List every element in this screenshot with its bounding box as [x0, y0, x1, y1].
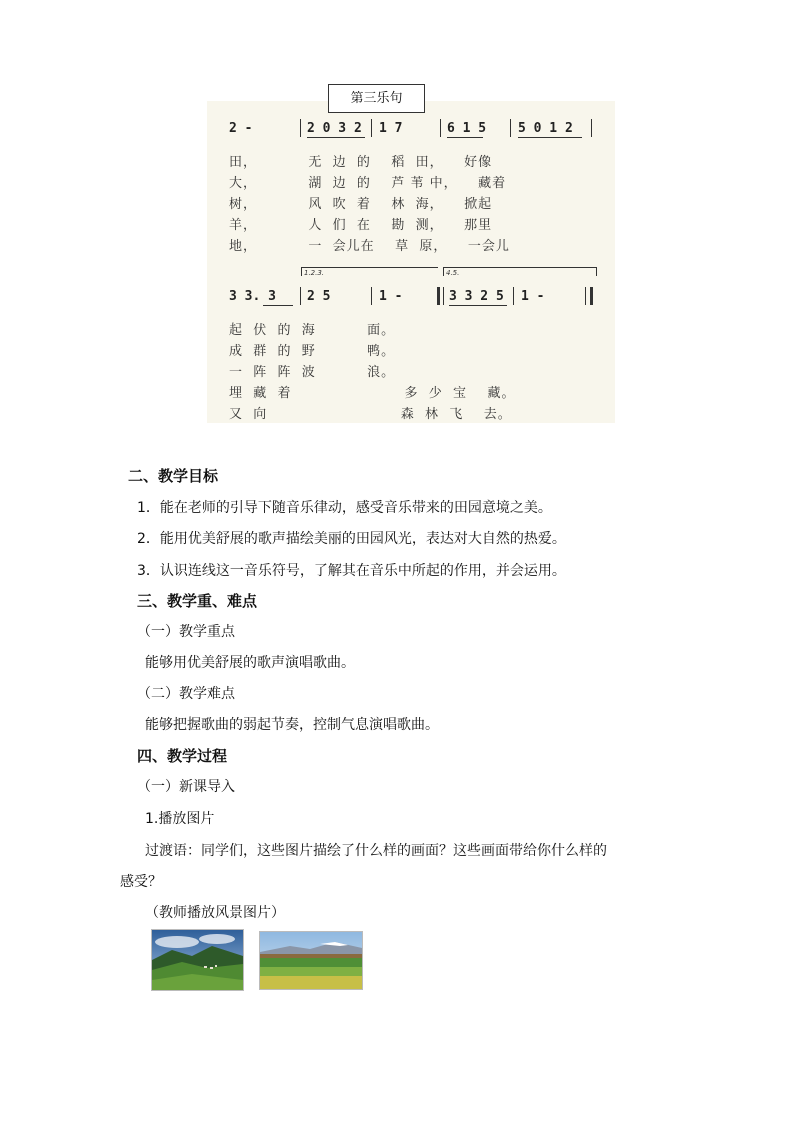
underline-beat: [307, 137, 365, 138]
lyric-line: 大， 湖 边 的 芦 苇 中， 藏着: [229, 176, 507, 191]
green-field-photo: [259, 931, 363, 990]
score-measure: 6 1 5: [447, 121, 487, 136]
barline: [300, 119, 301, 137]
phrase-label-box: 第三乐句: [328, 84, 425, 113]
section-title: 三、教学重、难点: [137, 592, 258, 610]
underline-beat: [449, 305, 507, 306]
score-measure: 2 0 3 2: [307, 121, 362, 136]
score-measure: 2 -: [229, 121, 253, 136]
lyric-line: 起 伏 的 海 面。: [229, 323, 396, 338]
barline: [591, 119, 592, 137]
step-title: 1.播放图片: [145, 811, 215, 827]
paragraph: 能够把握歌曲的弱起节奏，控制气息演唱歌曲。: [145, 717, 439, 733]
barline: [443, 287, 444, 305]
underline-beat: [518, 137, 582, 138]
paragraph: 感受？: [120, 874, 162, 890]
volta-bracket-1: 1.2.3.: [301, 267, 438, 276]
paragraph: 过渡语：同学们，这些图片描绘了什么样的画面？这些画面带给你什么样的: [145, 843, 607, 859]
underline-beat: [263, 305, 293, 306]
barline: [371, 287, 372, 305]
score-measure: 2 5: [307, 289, 331, 304]
final-barline: [590, 287, 593, 305]
barline: [300, 287, 301, 305]
barline: [513, 287, 514, 305]
mountain-village-photo: [151, 929, 244, 991]
underline-beat: [447, 137, 483, 138]
section-title: 二、教学目标: [128, 467, 219, 485]
paragraph: 能够用优美舒展的歌声演唱歌曲。: [145, 655, 355, 671]
score-measure: 1 -: [521, 289, 545, 304]
subsection-title: （一）新课导入: [137, 779, 235, 795]
lyric-line: 又 向 森 林 飞 去。: [229, 407, 512, 422]
lyric-line: 地， 一 会儿在 草 原， 一会儿: [229, 239, 510, 254]
lyric-line: 成 群 的 野 鸭。: [229, 344, 396, 359]
barline: [585, 287, 586, 305]
music-score-image: [207, 101, 615, 423]
goal-item: 1．能在老师的引导下随音乐律动，感受音乐带来的田园意境之美。: [137, 500, 552, 516]
barline: [371, 119, 372, 137]
lyric-line: 树， 风 吹 着 林 海， 掀起: [229, 197, 493, 212]
subsection-title: （一）教学重点: [137, 624, 235, 640]
goal-item: 3．认识连线这一音乐符号，了解其在音乐中所起的作用，并会运用。: [137, 563, 566, 579]
lyric-line: 羊， 人 们 在 勘 测， 那里: [229, 218, 493, 233]
lyric-line: 田， 无 边 的 稻 田， 好像: [229, 155, 493, 170]
score-measure: 5 0 1 2: [518, 121, 573, 136]
section-title: 四、教学过程: [137, 747, 228, 765]
score-measure: 3 3 2 5: [449, 289, 504, 304]
volta-bracket-2: 4.5.: [443, 267, 597, 276]
barline: [510, 119, 511, 137]
lyric-line: 一 阵 阵 波 浪。: [229, 365, 396, 380]
goal-item: 2．能用优美舒展的歌声描绘美丽的田园风光，表达对大自然的热爱。: [137, 531, 566, 547]
repeat-barline: [437, 287, 440, 305]
score-measure: 3 3. 3: [229, 289, 276, 304]
score-measure: 1 -: [379, 289, 403, 304]
subsection-title: （二）教学难点: [137, 686, 235, 702]
lyric-line: 埋 藏 着 多 少 宝 藏。: [229, 386, 516, 401]
paragraph: （教师播放风景图片）: [145, 905, 285, 921]
barline: [440, 119, 441, 137]
score-measure: 1 7: [379, 121, 403, 136]
